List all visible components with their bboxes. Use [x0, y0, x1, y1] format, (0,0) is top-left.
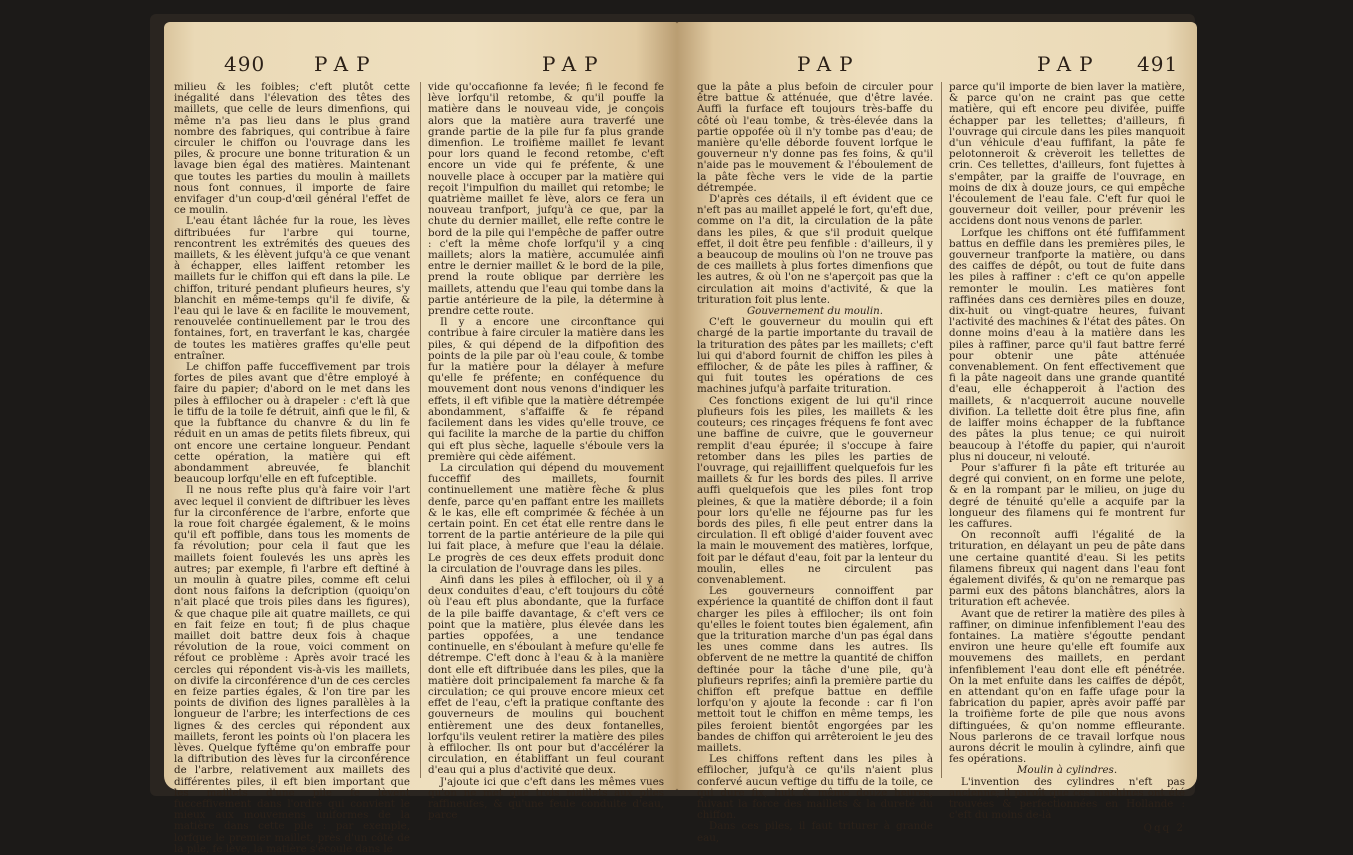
paragraph: Il ne nous refte plus qu'à faire voir l'art avec lequel il convient de diftribuer les lèves fur la circonférence de l'arbre, enforte que la roue foit chargée également, & le moins qu'il eft poffible, dans tous les moments de fa révolution; pour cela il faut que les maillets foient foulevés les uns après les autres; par exemple, fi l'arbre eft deftiné à un moulin à quatre piles, comme eft celui dont nous faifons la defcription (quoiqu'on n'ait placé que trois piles dans les figures), & que chaque pile ait quatre maillets, ce qui en fait feize en tout; fi de plus chaque maillet doit battre deux fois à chaque révolution de la roue, voici comment on réfout ce problème : Après avoir tracé les cercles qui répondent vis-à-vis les maillets, on divife la circonférence d'un de ces cercles en feize parties égales, & l'on tire par les points de divifion des lignes parallèles à la longueur de l'arbre; les interfections de ces lignes & des cercles qui répondent aux maillets, feront les points où l'on placera les lèves. Quelque fyftême qu'on embraffe pour la diftribution des lèves fur la circonférence de l'arbre, relativement aux maillets des différentes piles, il eft bien important que les maillets d'une pile fe lèvent fucceffivement dans l'ordre qui convient le mieux aux mouvemens uniformes de la matière dans cette pile : par exemple, lorfque le premier maillet, près d'un côté de la pile, fe lève, la matière s'écoule dans le: [174, 484, 410, 855]
paragraph: C'eft le gouverneur du moulin qui eft chargé de la partie importante du travail de la trituration des pâtes par les maillets; c'eft lui qui d'abord fournit de chiffon les piles à effilocher, & de pâte les piles à raffiner, & qui fuit toutes les opérations de ces machines jufqu'à parfaite trituration.: [697, 316, 933, 396]
running-head: PAP: [542, 52, 606, 76]
right-page-header: [677, 52, 1197, 82]
paragraph: L'invention des cylindres n'eft pas ancienne; il paroît que ces machines ont été trouvées & perfectionnées en Hollande : c'eft du moins de-là: [949, 775, 1185, 822]
paragraph: Ces fonctions exigent de lui qu'il rince plufieurs fois les piles, les maillets & les couteurs; ces rinçages fréquens fe font avec une baffine de cuivre, que le gouverneur remplit d'eau épurée; il s'occupe à faire retomber dans les piles les parties de l'ouvrage, qui rejailliffent quelquefois fur les maillets & fur les bords des piles. Il arrive auffi quelquefois que les piles font trop pleines, & que la matière déborde; il a foin pour lors qu'elle ne féjourne pas fur les bords des piles, fi elle peut entrer dans la circulation. Il eft obligé d'aider fouvent avec la main le mouvement des matières, lorfque, foit par le défaut d'eau, foit par la lenteur du moulin, elles ne circulent pas convenablement.: [697, 394, 933, 586]
left-page: [164, 22, 677, 855]
running-head: PAP: [314, 52, 378, 76]
right-page: [677, 22, 1197, 844]
paragraph: J'ajoute ici que c'eft dans les mêmes vues qu'on ne met que trois maillets aux piles raffineufes, & qu'une feule conduite d'eau, parce: [428, 775, 664, 822]
page-number: 491: [1137, 52, 1179, 76]
column-rule: [420, 82, 421, 778]
paragraph: Pour s'affurer fi la pâte eft triturée au degré qui convient, on en forme une pelote, & en la rompant par le milieu, on juge du degré de ténuité qu'elle a acquife par la longueur des filamens qui fe montrent fur les caffures.: [949, 461, 1185, 530]
left-page-header: [164, 52, 677, 82]
paragraph: Avant que de retirer la matière des piles à raffiner, on diminue infenfiblement l'eau des fontaines. La matière s'égoutte pendant environ une heure qu'elle eft foumife aux mouvemens des maillets, en perdant infenfiblement l'eau dont elle eft pénétrée. On la met enfuite dans les caiffes de dépôt, en attendant qu'on en faffe ufage pour la fabrication du papier, après avoir paffé par la troifième forte de pile que nous avons diftinguées, & qu'on nomme effleurante. Nous parlerons de ce travail lorfque nous aurons décrit le moulin à cylindre, ainfi que fes opérations.: [949, 607, 1185, 766]
text-column-2: [949, 81, 1185, 835]
paragraph: Les gouverneurs connoiffent par expérience la quantité de chiffon dont il faut charger les piles à effilocher; ils ont foin qu'elles le foient toutes bien également, afin que la trituration marche d'un pas égal dans les unes comme dans les autres. Ils obfervent de ne mettre la quantité de chiffon deftinée pour la tâche d'une pile, qu'à plufieurs reprifes; ainfi la première partie du chiffon eft prefque battue en deffile lorfqu'on y ajoute la feconde : car fi l'on mettoit tout le chiffon en même temps, les piles feroient bientôt engorgées par les bandes de chiffon qui arrêteroient le jeu des maillets.: [697, 585, 933, 754]
page-number: 490: [224, 52, 266, 76]
paragraph: vide qu'occafionne fa levée; fi le fecond fe lève lorfqu'il retombe, & qu'il pouffe la matière dans le nouveau vide, je conçois alors que la matière aura traverfé une grande partie de la pile fur fa plus grande dimenfion. Le troifième maillet fe levant pour lors quand le fecond retombe, c'eft encore un vide qui fe préfente, & une nouvelle place à occuper par la matière qui reçoit l'impulfion du maillet qui retombe; le quatrième maillet fe lève, alors ce fera un nouveau tranfport, jufqu'à ce que, par la chute du dernier maillet, elle refte contre le bord de la pile qui l'empêche de paffer outre : c'eft la même chofe lorfqu'il y a cinq maillets; alors la matière, accumulée ainfi entre le dernier maillet & le bord de la pile, prend la route oblique par derrière les maillets, attendu que l'eau qui tombe dans la partie antérieure de la pile, la détermine à prendre cette route.: [428, 81, 664, 318]
text-column-2: [428, 81, 664, 822]
paragraph: La circulation qui dépend du mouvement fucceffif des maillets, fournit continuellement une matière fèche & plus denfe, parce qu'en paffant entre les maillets & le kas, elle eft comprimée & féchée à un certain point. En cet état elle rentre dans le torrent de la partie antérieure de la pile qui lui fait place, à mefure que l'eau la délaie. Le progrès de ces deux effets produit donc la circulation de l'ouvrage dans les piles.: [428, 461, 664, 575]
running-head: PAP: [1037, 52, 1101, 76]
section-heading: Moulin à cylindres.: [1016, 764, 1118, 777]
text-column-1: [697, 81, 933, 844]
paragraph: Le chiffon paffe fucceffivement par trois fortes de piles avant que d'être employé à faire du papier; d'abord on le met dans les piles à effilocher ou à drapeler : c'eft là que le tiffu de la toile fe détruit, ainfi que le fil, & que la fubftance du chanvre & du lin fe réduit en un amas de petits filets fibreux, qui ont encore une certaine longueur. Pendant cette opération, la matière qui eft abondamment abreuvée, fe blanchit beaucoup lorfqu'elle en eft fufceptible.: [174, 361, 410, 486]
text-column-1: [174, 81, 410, 855]
paragraph: que la pâte a plus befoin de circuler pour être battue & atténuée, que d'être lavée. Auffi la furface eft toujours très-baffe du côté où l'eau tombe, & très-élevée dans la partie oppofée où il n'y tombe pas d'eau; de manière qu'elle déborde fouvent lorfque le gouverneur n'y donne pas fes foins, & qu'il n'aide pas le mouvement & l'éboulement de la pâte fèche vers le vide de la partie détrempée.: [697, 81, 933, 194]
paragraph: Lorfque les chiffons ont été fuffifamment battus en deffile dans les premières piles, le gouverneur tranfporte la matière, ou dans des caiffes de dépôt, ou tout de fuite dans les piles à raffiner : c'eft ce qu'on appelle remonter le moulin. Les matières font raffinées dans ces dernières piles en douze, dix-huit ou vingt-quatre heures, fuivant l'activité des machines & l'état des pâtes. On donne moins d'eau à la matière dans les piles à raffiner, parce qu'il faut battre ferré pour obtenir une pâte atténuée convenablement. On fent effectivement que fi la pâte nageoit dans une grande quantité d'eau, elle échapperoit à l'action des maillets, & n'acquerroit aucune nouvelle divifion. La tellette doit être plus fine, afin de laiffer moins échapper de la fubftance des pâtes la plus tenue; ce qui nuiroit beaucoup à l'étoffe du papier, qui n'auroit plus ni douceur, ni velouté.: [949, 226, 1185, 463]
paragraph: Il y a encore une circonftance qui contribue à faire circuler la matière dans les piles, & qui dépend de la difpofition des points de la pile par où l'eau coule, & tombe fur la matière pour la délayer à mefure qu'elle fe préfente; en conféquence du mouvement dont nous venons d'indiquer les effets, il eft vifible que la matière détrempée abondamment, s'affaiffe & fe répand facilement dans les vides qu'elle trouve, ce qui facilite la marche de la partie du chiffon qui eft plus sèche, laquelle s'éboule vers la première qui cède aifément.: [428, 316, 664, 463]
section-heading: Gouvernement du moulin.: [746, 305, 884, 318]
paragraph: Dans ces piles, il faut triturer à grande eau,: [697, 820, 933, 844]
signature-mark: Qqq 2: [1143, 822, 1185, 835]
column-rule: [941, 82, 942, 778]
paragraph: L'eau étant lâchée fur la roue, les lèves diftribuées fur l'arbre qui tourne, rencontrent les extrémités des queues des maillets, & les élèvent jufqu'à ce que venant à échapper, elles laiffent retomber les maillets fur le chiffon qui eft dans la pile. Le chiffon, trituré pendant plufieurs heures, s'y blanchit en même-temps qu'il fe divife, & l'eau qui le lave & en facilite le mouvement, renouvelée continuellement par le trou des fontaines, fort, en traverfant le kas, chargée de toutes les matières graffes qu'elle peut entraîner.: [174, 215, 410, 362]
paragraph: Ainfi dans les piles à effilocher, où il y a deux conduites d'eau, c'eft toujours du côté où l'eau eft plus abondante, que la furface de la pile baiffe davantage, & c'eft vers ce point que la matière, plus élevée dans les parties oppofées, a une tendance continuelle, en s'éboulant à mefure qu'elle fe détrempe. C'eft donc à l'eau & à la manière dont elle eft diftribuée dans les piles, que la matière doit principalement fa marche & fa circulation; ce qui prouve encore mieux cet effet de l'eau, c'eft la pratique conftante des gouverneurs de moulins qui bouchent entièrement une des deux fontanelles, lorfqu'ils veulent retirer la matière des piles à effilocher. Ils ont pour but d'accélérer la circulation, en établiffant un feul courant d'eau qui a plus d'activité que deux.: [428, 573, 664, 777]
paragraph: Les chiffons reftent dans les piles à effilocher, jufqu'à ce qu'ils n'aient plus confervé aucun veftige du tiffu de la toile, ce qui dure fix, huit & même douze heures, fuivant la force des maillets & la dureté du chiffon.: [697, 753, 933, 822]
paragraph: milieu & les foibles; c'eft plutôt cette inégalité dans l'élevation des têtes des maillets, que celle de leurs dimenfions, qui même n'a pas lieu dans le plus grand nombre des fabriques, qui contribue à faire circuler le chiffon ou l'ouvrage dans les piles, & procure une bonne trituration & un lavage bien égal des matières. Maintenant que toutes les parties du moulin à maillets nous font connues, il importe de faire envifager d'un coup-d'œil général l'effet de ce moulin.: [174, 81, 410, 217]
running-head: PAP: [797, 52, 861, 76]
paragraph: parce qu'il importe de bien laver la matière, & parce qu'on ne craint pas que cette matière, qui eft encore peu divifée, puiffe échapper par les tellettes; d'ailleurs, fi l'ouvrage qui circule dans les piles manquoit d'un véhicule d'eau fuffifant, la pâte fe pelotonneroit & crèveroit les tellettes de crin. Ces tellettes, d'ailleurs, font fujettes à s'empâter, par la graiffe de l'ouvrage, en moins de dix à douze jours, ce qui empêche l'écoulement de l'eau fale. C'eft fur quoi le gouverneur doit veiller, pour prévenir les accidens dont nous venons de parler.: [949, 81, 1185, 228]
paragraph: D'après ces détails, il eft évident que ce n'eft pas au maillet appelé le fort, qu'eft due, comme on l'a dit, la circulation de la pâte dans les piles, & que s'il produit quelque effet, il doit être peu fenfible : d'ailleurs, il y a beaucoup de moulins où l'on ne trouve pas de ces maillets à plus fortes dimenfions que les autres, & où l'on ne s'aperçoit pas que la circulation ait moins d'activité, & que la trituration foit plus lente.: [697, 193, 933, 306]
paragraph: On reconnoît auffi l'égalité de la trituration, en délayant un peu de pâte dans une certaine quantité d'eau. Si les petits filamens fibreux qui nagent dans l'eau font également divifés, & qu'on ne remarque pas parmi eux des pâtons blanchâtres, alors la trituration eft achevée.: [949, 529, 1185, 609]
